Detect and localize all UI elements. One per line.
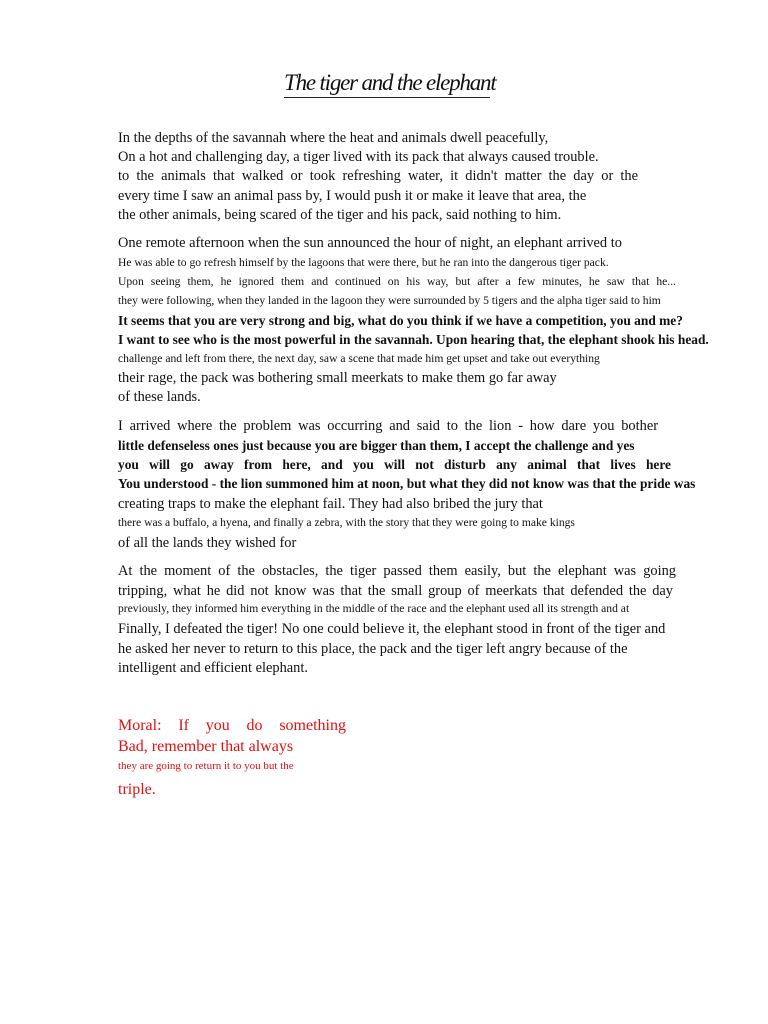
text-line: the other animals, being scared of the tiger and his pack, said nothing to him.: [118, 207, 562, 223]
text-line: He was able to go refresh himself by the lagoons that were there, but he ran into the dangerous tiger pack.: [118, 256, 609, 269]
text-line: their rage, the pack was bothering small meerkats to make them go far away: [118, 370, 557, 386]
text-line: You understood - the lion summoned him at noon, but what they did not know was that the pride was: [118, 476, 696, 491]
text-line: they were following, when they landed in the lagoon they were surrounded by 5 tigers and the alpha tiger said to him: [118, 294, 661, 307]
title-underline: [284, 97, 490, 98]
text-line: of all the lands they wished for: [118, 535, 297, 551]
text-line: challenge and left from there, the next day, saw a scene that made him get upset and take out everything: [118, 352, 600, 365]
text-line: I want to see who is the most powerful in the savannah. Upon hearing that, the elephant shook his head.: [118, 332, 709, 347]
text-line: creating traps to make the elephant fail. They had also bribed the jury that: [118, 496, 543, 512]
moral-line: they are going to return it to you but the: [118, 760, 294, 772]
text-line: Upon seeing them, he ignored them and continued on his way, but after a few minutes, he saw that he...: [118, 275, 676, 288]
text-line: tripping, what he did not know was that the small group of meerkats that defended the day: [118, 583, 673, 599]
moral-line: Bad, remember that always: [118, 738, 294, 755]
text-line: Finally, I defeated the tiger! No one could believe it, the elephant stood in front of the tiger and: [118, 621, 666, 637]
text-line: of these lands.: [118, 389, 201, 405]
text-line: every time I saw an animal pass by, I would push it or make it leave that area, the: [118, 188, 587, 204]
text-line: At the moment of the obstacles, the tiger passed them easily, but the elephant was going: [118, 563, 676, 579]
text-line: intelligent and efficient elephant.: [118, 660, 308, 676]
text-line: there was a buffalo, a hyena, and finally a zebra, with the story that they were going to make kings: [118, 516, 575, 529]
text-line: It seems that you are very strong and big, what do you think if we have a competition, you and me?: [118, 313, 683, 328]
text-line: One remote afternoon when the sun announced the hour of night, an elephant arrived to: [118, 235, 622, 251]
moral-line: Moral: If you do something: [118, 717, 346, 734]
text-line: I arrived where the problem was occurring and said to the lion - how dare you bother: [118, 418, 658, 434]
moral-line: triple.: [118, 781, 156, 798]
text-line: On a hot and challenging day, a tiger lived with its pack that always caused trouble.: [118, 149, 599, 165]
text-line: little defenseless ones just because you are bigger than them, I accept the challenge and yes: [118, 438, 635, 453]
page-title: The tiger and the elephant: [284, 70, 496, 95]
text-line: he asked her never to return to this place, the pack and the tiger left angry because of the: [118, 641, 628, 657]
text-line: to the animals that walked or took refreshing water, it didn't matter the day or the: [118, 168, 638, 184]
text-line: previously, they informed him everything in the middle of the race and the elephant used all its strength and at: [118, 602, 630, 615]
text-line: you will go away from here, and you will not disturb any animal that lives here: [118, 457, 671, 472]
text-line: In the depths of the savannah where the heat and animals dwell peacefully,: [118, 130, 549, 146]
